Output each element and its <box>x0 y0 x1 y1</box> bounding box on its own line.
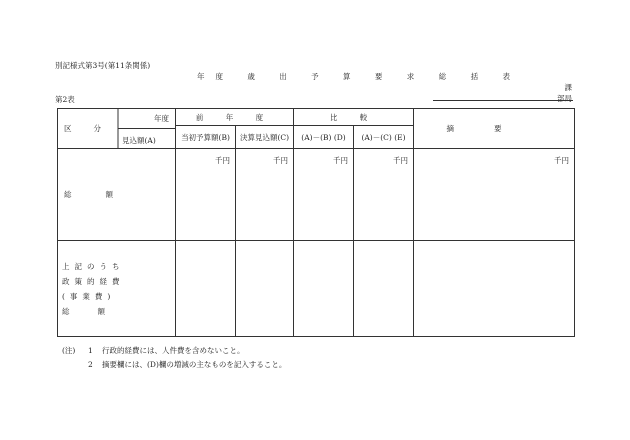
policy-label-line-2: 政策的経費 <box>62 276 125 286</box>
department-fill-line <box>433 100 573 101</box>
total-row-label <box>58 149 176 241</box>
note-text: 行政的経費には、人件費を含めないこと。 <box>102 346 245 355</box>
budget-summary-table <box>57 108 575 337</box>
value-cell-r2-d <box>354 241 414 337</box>
policy-label-line-1: 上記のうち <box>62 261 125 271</box>
table-number: 第2表 <box>55 95 75 104</box>
policy-label-line-3: (事業費) <box>62 291 116 301</box>
note-text: 摘要欄には、(D)欄の増減の主なものを記入すること。 <box>102 360 287 369</box>
note-number: 1 <box>88 346 93 355</box>
document-title: 年度 歳 出 予 算 要 求 総 括 表 <box>197 72 521 81</box>
notes-section <box>62 344 286 372</box>
diff-ab-header: (A)－(B) (D) <box>294 126 354 149</box>
unit-cell-a: 千円 <box>176 149 236 241</box>
diff-ac-header: (A)－(C) (E) <box>354 126 414 149</box>
prev-year-header: 前 年 度 <box>176 109 294 126</box>
value-cell-r2-a <box>176 241 236 337</box>
notes-prefix: (注) <box>62 346 76 355</box>
remarks-header: 摘要 <box>414 109 575 149</box>
note-item <box>62 344 286 358</box>
value-cell-r2-e <box>414 241 575 337</box>
unit-cell-b: 千円 <box>236 149 294 241</box>
total-label: 総額 <box>64 190 147 199</box>
value-cell-r2-b <box>236 241 294 337</box>
initial-budget-header: 当初予算額(B) <box>176 126 236 149</box>
policy-cost-row-label <box>58 241 176 337</box>
corner-label-kubun: 区分 <box>64 124 123 133</box>
unit-cell-c: 千円 <box>294 149 354 241</box>
corner-label-mikomigaku: 見込額(A) <box>122 136 156 145</box>
settlement-estimate-header: 決算見込額(C) <box>236 126 294 149</box>
comparison-header: 比 較 <box>294 109 414 126</box>
department-label: 部局 <box>557 94 572 103</box>
policy-label-line-4: 総額 <box>62 306 133 316</box>
section-label-ka: 課 <box>564 83 572 92</box>
value-cell-r2-c <box>294 241 354 337</box>
unit-cell-d: 千円 <box>354 149 414 241</box>
corner-label-nendo: 年度 <box>154 114 169 123</box>
corner-header-cell <box>58 109 176 149</box>
form-identifier: 別記様式第3号(第11条関係) <box>55 61 151 70</box>
note-item <box>62 358 286 372</box>
note-number: 2 <box>88 360 93 369</box>
unit-cell-e: 千円 <box>414 149 575 241</box>
